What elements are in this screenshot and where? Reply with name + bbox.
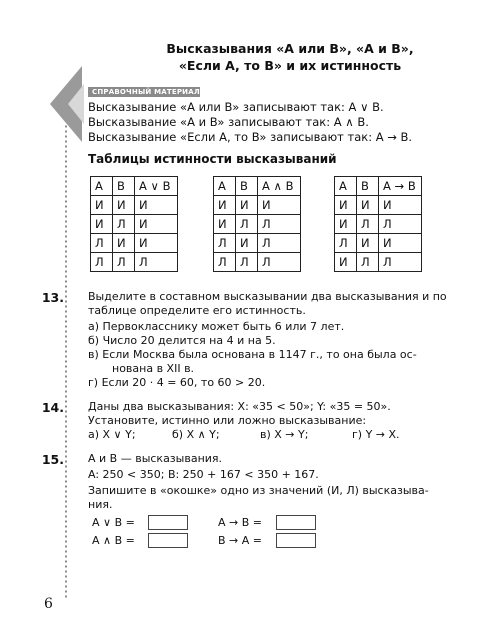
table-header-cell: A	[91, 177, 113, 196]
exercise-15-expr-a-or-b: A ∨ B =	[92, 516, 135, 529]
exercise-13-line: таблице определите его истинность.	[88, 304, 306, 317]
exercise-14-number: 14.	[41, 400, 64, 415]
exercise-15-number: 15.	[41, 452, 64, 467]
table-cell: И	[335, 215, 357, 234]
table-cell: И	[258, 196, 301, 215]
table-row	[91, 215, 178, 234]
exercise-15-expr-b-impl-a: B → A =	[218, 534, 262, 547]
exercise-13-item-c-cont: нована в XII в.	[112, 362, 195, 375]
answer-box-b-impl-a[interactable]	[276, 533, 316, 548]
table-cell: И	[135, 234, 178, 253]
exercise-14-line: Установите, истинно или ложно высказывание:	[88, 414, 367, 427]
exercise-13-number: 13.	[41, 290, 64, 305]
table-cell: Л	[357, 253, 379, 272]
table-cell: И	[91, 196, 113, 215]
table-cell: Л	[258, 215, 301, 234]
exercise-13-item-c: в) Если Москва была основана в 1147 г., то она была ос-	[88, 348, 417, 361]
table-cell: И	[113, 234, 135, 253]
table-header-row	[214, 177, 301, 196]
table-header-cell: A	[335, 177, 357, 196]
table-cell: И	[236, 196, 258, 215]
table-row	[335, 253, 422, 272]
exercise-15-expr-a-and-b: A ∧ B =	[92, 534, 135, 547]
page-title-line-2: «Если A, то B» и их истинность	[178, 58, 402, 73]
reference-line-or: Высказывание «A или B» записывают так: A ∨ B.	[88, 100, 384, 114]
exercise-14-option-a: а) X ∨ Y;	[88, 428, 136, 441]
truth-table-and	[213, 176, 301, 272]
exercise-13-item-b: б) Число 20 делится на 4 и на 5.	[88, 334, 276, 347]
table-cell: Л	[258, 234, 301, 253]
table-cell: И	[357, 196, 379, 215]
exercise-15-line: A: 250 < 350; B: 250 + 167 < 350 + 167.	[88, 468, 319, 481]
table-row	[214, 196, 301, 215]
exercise-14-option-b: б) X ∧ Y;	[172, 428, 220, 441]
table-cell: И	[135, 196, 178, 215]
exercise-15-line: A и B — высказывания.	[88, 452, 223, 465]
exercise-13-item-d: г) Если 20 · 4 = 60, то 60 > 20.	[88, 376, 266, 389]
answer-box-a-impl-b[interactable]	[276, 515, 316, 530]
table-header-cell: B	[236, 177, 258, 196]
table-cell: И	[91, 215, 113, 234]
table-cell: Л	[214, 253, 236, 272]
table-header-cell: B	[113, 177, 135, 196]
table-cell: И	[379, 196, 422, 215]
table-row	[91, 253, 178, 272]
table-cell: И	[135, 215, 178, 234]
exercise-14-line: Даны два высказывания: X: «35 < 50»; Y: «35 = 50».	[88, 400, 391, 413]
table-cell: Л	[258, 253, 301, 272]
truth-table-implication	[334, 176, 422, 272]
table-row	[335, 196, 422, 215]
exercise-13-line: Выделите в составном высказывании два высказывания и по	[88, 290, 447, 303]
exercise-13-item-a: а) Первокласснику может быть 6 или 7 лет.	[88, 320, 345, 333]
exercise-15-line: ния.	[88, 498, 113, 511]
table-cell: Л	[113, 253, 135, 272]
table-cell: Л	[379, 253, 422, 272]
exercise-14-option-d: г) Y → X.	[352, 428, 400, 441]
table-row	[335, 234, 422, 253]
table-cell: Л	[135, 253, 178, 272]
table-cell: Л	[113, 215, 135, 234]
table-header-cell: A ∨ B	[135, 177, 178, 196]
table-cell: И	[379, 234, 422, 253]
table-cell: Л	[91, 253, 113, 272]
table-cell: И	[236, 234, 258, 253]
reference-label: СПРАВОЧНЫЙ МАТЕРИАЛ	[92, 88, 200, 96]
table-cell: И	[214, 196, 236, 215]
decorative-arrow-inner-icon	[68, 84, 84, 124]
table-cell: Л	[236, 215, 258, 234]
table-cell: Л	[379, 215, 422, 234]
table-cell: И	[113, 196, 135, 215]
table-header-cell: A → B	[379, 177, 422, 196]
dotted-margin-line	[65, 124, 67, 600]
table-header-row	[91, 177, 178, 196]
table-cell: И	[214, 215, 236, 234]
table-cell: И	[357, 234, 379, 253]
reference-line-if: Высказывание «Если A, то B» записывают так: A → B.	[88, 130, 413, 144]
table-header-row	[335, 177, 422, 196]
exercise-15-line: Запишите в «окошке» одно из значений (И, Л) высказыва-	[88, 484, 429, 497]
truth-tables-heading: Таблицы истинности высказываний	[88, 152, 337, 166]
table-row	[214, 215, 301, 234]
exercise-15-expr-a-impl-b: A → B =	[218, 516, 262, 529]
exercise-14-option-c: в) X → Y;	[260, 428, 309, 441]
table-row	[91, 196, 178, 215]
table-header-cell: A ∧ B	[258, 177, 301, 196]
table-row	[214, 234, 301, 253]
table-row	[335, 215, 422, 234]
page-number: 6	[44, 596, 53, 612]
table-cell: И	[335, 196, 357, 215]
table-row	[214, 253, 301, 272]
table-cell: Л	[214, 234, 236, 253]
table-cell: Л	[357, 215, 379, 234]
table-row	[91, 234, 178, 253]
answer-box-a-or-b[interactable]	[148, 515, 188, 530]
table-header-cell: B	[357, 177, 379, 196]
truth-table-or	[90, 176, 178, 272]
table-header-cell: A	[214, 177, 236, 196]
page-title-line-1: Высказывания «A или B», «A и B»,	[166, 41, 414, 56]
table-cell: И	[335, 253, 357, 272]
table-cell: Л	[335, 234, 357, 253]
answer-box-a-and-b[interactable]	[148, 533, 188, 548]
reference-line-and: Высказывание «A и B» записывают так: A ∧ B.	[88, 115, 369, 129]
table-cell: Л	[91, 234, 113, 253]
table-cell: Л	[236, 253, 258, 272]
